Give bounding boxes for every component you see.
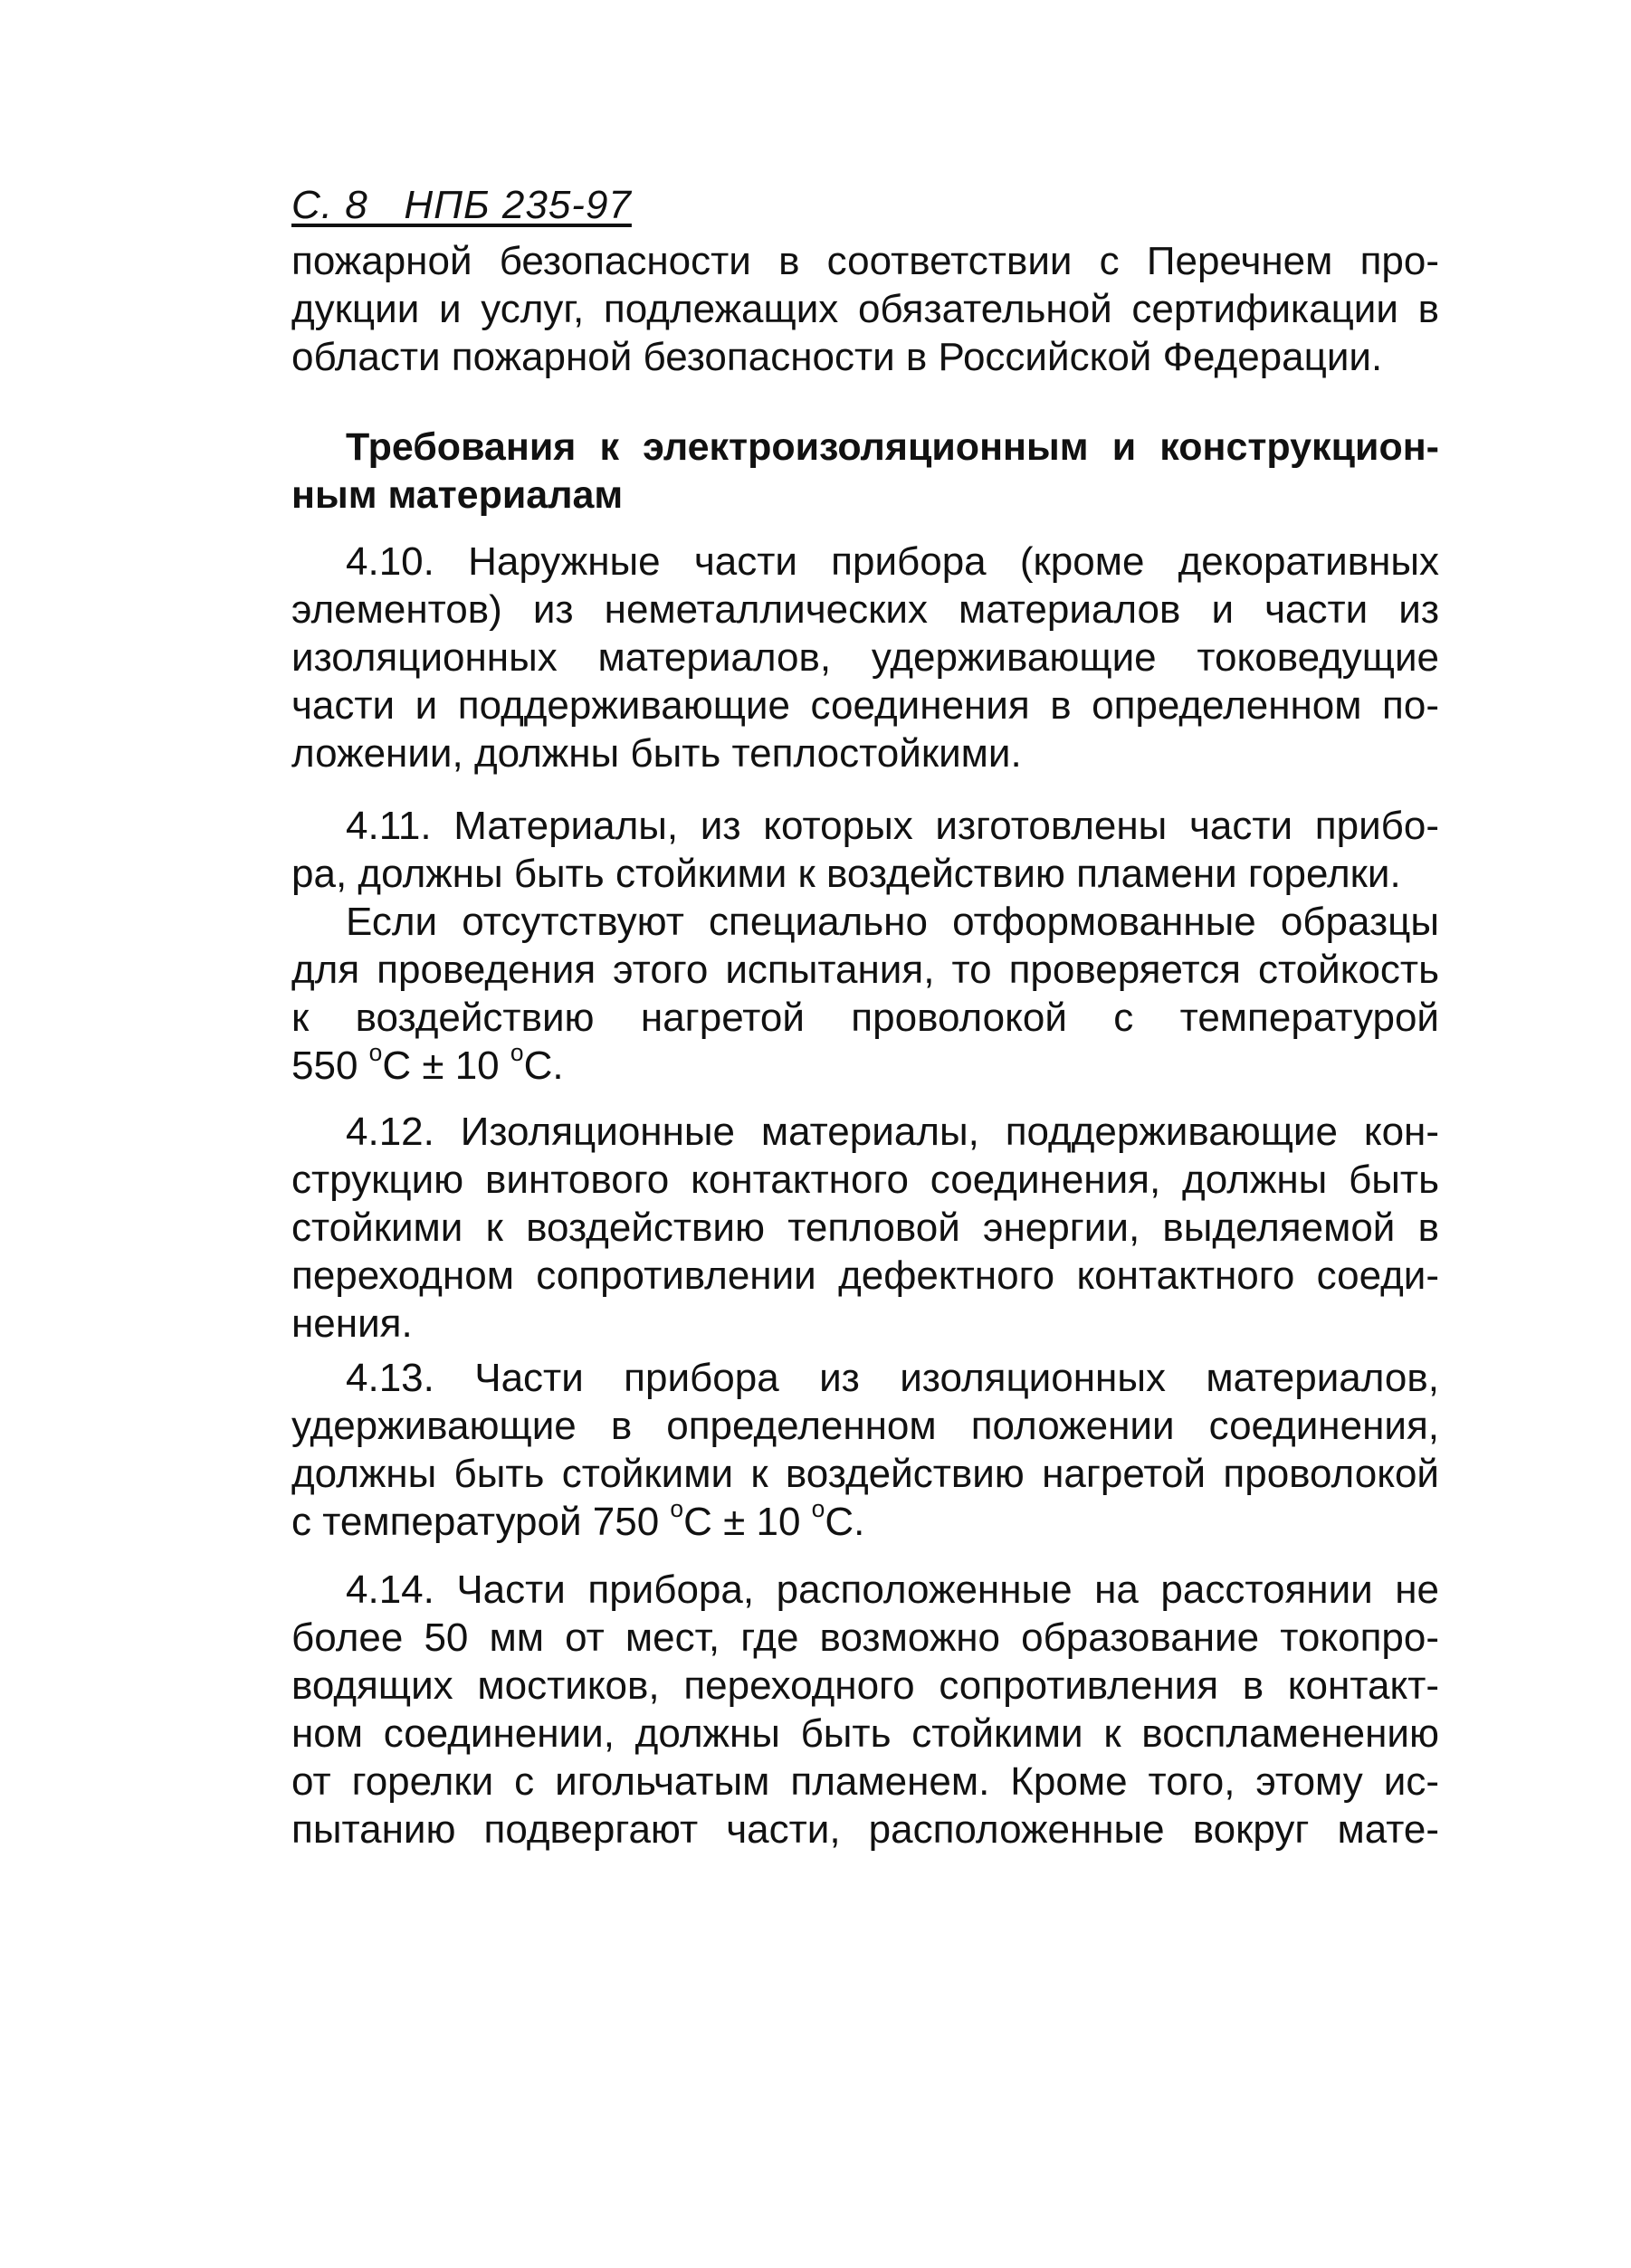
degree-sign: o [811,1495,825,1523]
text-line: Если отсутствуют специально отформованные образцы [346,900,1439,944]
text-line: ра, должны быть стойкими к воздействию пламени горелки. [291,852,1401,896]
text-line: пожарной безопасности в соответствии с Перечнем про- [291,239,1439,283]
text-line: части и поддерживающие соединения в определенном по- [291,683,1439,728]
intro-paragraph [291,237,1439,381]
text-line: 4.14. Части прибора, расположенные на расстоянии не [346,1568,1439,1612]
text-line: нения. [291,1301,413,1346]
degree-sign: o [670,1495,684,1523]
text-line: дукции и услуг, подлежащих обязательной сертификации в [291,287,1439,331]
degree-sign: o [510,1039,524,1067]
degree-sign: o [368,1039,383,1067]
text-line: изоляционных материалов, удерживающие токоведущие [291,635,1439,680]
text-line: элементов) из неметаллических материалов и части из [291,587,1439,632]
text-line: ном соединении, должны быть стойкими к воспламенению [291,1711,1439,1756]
text-line: к воздействию нагретой проволокой с температурой [291,996,1439,1040]
temperature-tolerance: C ± 10 [683,1500,812,1544]
heading-line: ным материалам [291,473,624,517]
text-line: водящих мостиков, переходного сопротивления в контакт- [291,1663,1439,1708]
paragraph-4-12 [291,1108,1439,1348]
paragraph-4-10 [291,538,1439,777]
text-line: 4.10. Наружные части прибора (кроме декоративных [346,539,1439,584]
text-line: от горелки с игольчатым пламенем. Кроме того, этому ис- [291,1759,1439,1804]
section-heading [291,424,1439,519]
temperature-tolerance: C ± 10 [382,1043,510,1088]
heading-line: Требования к электроизоляционным и конструкцион- [346,425,1439,469]
paragraph-4-14 [291,1566,1439,1853]
text-line: удерживающие в определенном положении соединения, [291,1404,1439,1448]
temperature-line [291,1039,1439,1090]
text-line: струкцию винтового контактного соединения, должны быть [291,1158,1439,1202]
text-line: 4.12. Изоляционные материалы, поддерживающие кон- [346,1110,1439,1154]
page-header: С. 8 НПБ 235-97 [291,183,632,227]
text-line: ложении, должны быть теплостойкими. [291,731,1022,776]
text-line: области пожарной безопасности в Российской Федерации. [291,335,1383,379]
text-line: переходном сопротивлении дефектного контактного соеди- [291,1253,1439,1298]
temperature-text: с температурой 750 [291,1500,671,1544]
text-line: более 50 мм от мест, где возможно образование токопро- [291,1615,1439,1660]
text-line: 4.11. Материалы, из которых изготовлены части прибо- [346,804,1439,848]
text-line: для проведения этого испытания, то проверяется стойкость [291,948,1439,992]
temperature-value: 550 [291,1043,369,1088]
text-line: пытанию подвергают части, расположенные вокруг мате- [291,1807,1439,1852]
paragraph-4-11 [291,802,1439,898]
text-line: 4.13. Части прибора из изоляционных материалов, [346,1356,1439,1400]
text-line: стойкими к воздействию тепловой энергии, выделяемой в [291,1205,1439,1250]
temperature-unit: C. [825,1500,865,1544]
text-line: должны быть стойкими к воздействию нагретой проволокой [291,1452,1439,1496]
paragraph-4-13 [291,1354,1439,1546]
temperature-unit: C. [523,1043,564,1088]
temperature-line [291,1495,1439,1546]
paragraph-4-11-continued [291,898,1439,1090]
